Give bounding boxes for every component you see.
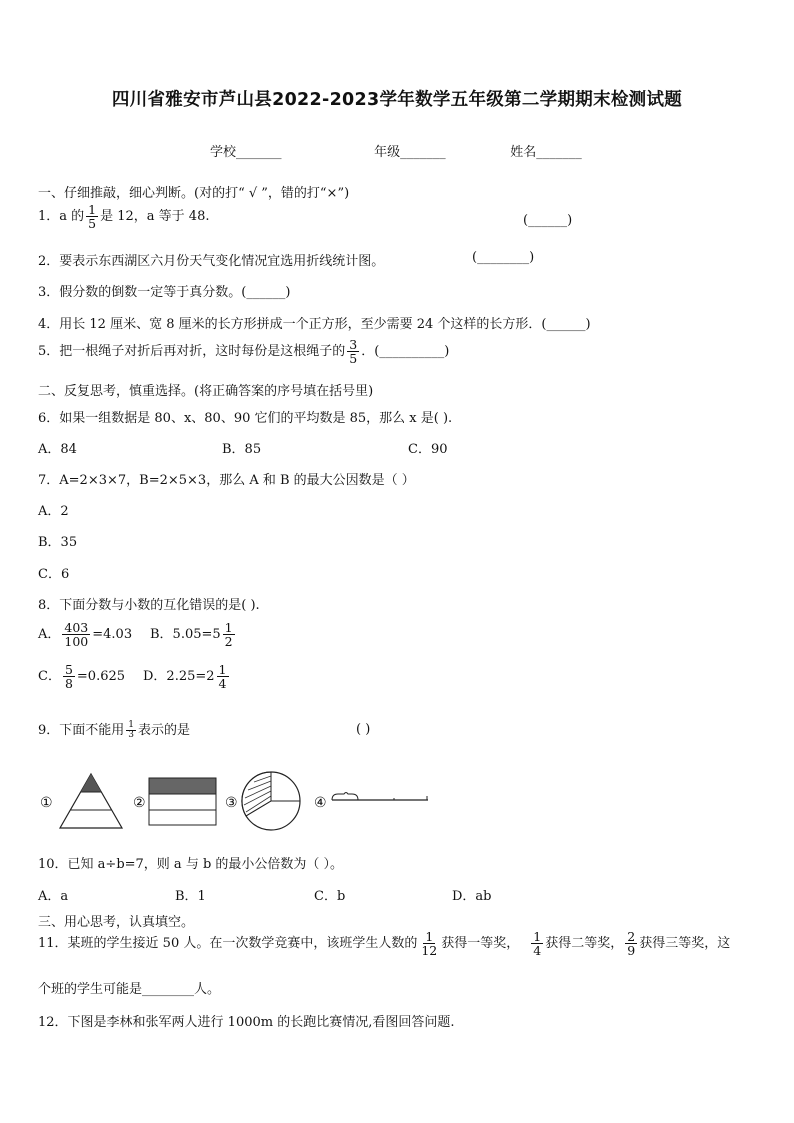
question-2: 2．要表示东西湖区六月份天气变化情况宜选用折线统计图。 bbox=[38, 254, 385, 269]
fraction bbox=[126, 721, 136, 741]
q5-text-post: ．(__________) bbox=[361, 344, 450, 360]
q11-text-post: 获得三等奖，这 bbox=[639, 936, 731, 952]
numerator: 1 bbox=[218, 662, 227, 677]
q2-answer-paren[interactable]: (________) bbox=[472, 250, 535, 265]
section-2-heading: 二、反复思考，慎重选择。(将正确答案的序号填在括号里) bbox=[38, 384, 374, 399]
question-10: 10．已知 a÷b=7，则 a 与 b 的最小公倍数为（ ）。 bbox=[38, 857, 344, 872]
question-7: 7．A=2×3×7，B=2×5×3，那么 A 和 B 的最大公因数是（ ） bbox=[38, 473, 415, 488]
numerator: 1 bbox=[425, 929, 434, 944]
name-field[interactable]: 姓名_______ bbox=[510, 145, 582, 160]
q9-label-2: ② bbox=[133, 795, 146, 811]
q7-option-a[interactable]: A．2 bbox=[38, 504, 69, 519]
fraction bbox=[531, 930, 543, 957]
fraction bbox=[347, 338, 359, 365]
numerator: 1 bbox=[224, 620, 233, 635]
numerator: 2 bbox=[627, 929, 636, 944]
denominator: 12 bbox=[421, 943, 438, 959]
q1-text-post: 是 12，a 等于 48. bbox=[100, 209, 210, 225]
denominator: 5 bbox=[349, 351, 358, 367]
fraction bbox=[419, 930, 439, 957]
fraction bbox=[63, 663, 75, 690]
denominator: 4 bbox=[218, 676, 227, 692]
q8-option-a[interactable] bbox=[38, 621, 132, 648]
q11-text-pre: 11．某班的学生接近 50 人。在一次数学竞赛中，该班学生人数的 bbox=[38, 936, 418, 952]
question-1 bbox=[38, 203, 209, 230]
option-label: A． bbox=[38, 627, 61, 643]
q1-text-pre: 1．a 的 bbox=[38, 209, 85, 225]
numerator: 3 bbox=[349, 337, 358, 352]
student-info bbox=[210, 141, 582, 160]
denominator: 4 bbox=[533, 943, 542, 959]
circle-figure bbox=[240, 770, 302, 832]
question-6: 6．如果一组数据是 80、x、80、90 它们的平均数是 85，那么 x 是( ). bbox=[38, 411, 453, 426]
q10-option-d[interactable]: D．ab bbox=[452, 889, 492, 904]
option-text: =0.625 bbox=[76, 669, 126, 685]
q9-text-pre: 9．下面不能用 bbox=[38, 723, 125, 738]
q5-text-pre: 5．把一根绳子对折后再对折，这时每份是这根绳子的 bbox=[38, 344, 346, 360]
q6-option-c[interactable]: C．90 bbox=[408, 442, 448, 457]
q11-text-mid: 获得一等奖， bbox=[441, 936, 520, 952]
fraction bbox=[62, 621, 90, 648]
fraction bbox=[217, 663, 229, 690]
q7-option-b[interactable]: B．35 bbox=[38, 535, 78, 550]
denominator: 3 bbox=[128, 730, 135, 740]
fraction bbox=[86, 203, 98, 230]
question-3: 3．假分数的倒数一定等于真分数。(______) bbox=[38, 285, 291, 300]
option-label: C． bbox=[38, 669, 61, 685]
q9-label-1: ① bbox=[40, 795, 53, 811]
q8-option-b[interactable] bbox=[150, 621, 237, 648]
option-text: =4.03 bbox=[92, 627, 133, 643]
q6-option-b[interactable]: B．85 bbox=[222, 442, 262, 457]
question-8: 8．下面分数与小数的互化错误的是( ). bbox=[38, 598, 260, 613]
denominator: 8 bbox=[64, 676, 73, 692]
option-text: B．5.05=5 bbox=[150, 627, 221, 643]
page-title: 四川省雅安市芦山县2022-2023学年数学五年级第二学期期末检测试题 bbox=[111, 90, 683, 110]
question-11-line-2: 个班的学生可能是________人。 bbox=[38, 982, 221, 997]
q10-option-a[interactable]: A．a bbox=[38, 889, 69, 904]
q9-label-4: ④ bbox=[314, 795, 327, 811]
q9-label-3: ③ bbox=[225, 795, 238, 811]
grade-field[interactable]: 年级_______ bbox=[374, 145, 446, 160]
segment-figure bbox=[330, 790, 430, 806]
q9-answer-paren[interactable]: ( ) bbox=[356, 722, 371, 737]
numerator: 1 bbox=[533, 929, 542, 944]
option-text: D．2.25=2 bbox=[143, 669, 215, 685]
denominator: 5 bbox=[88, 216, 97, 232]
rectangle-figure bbox=[148, 777, 218, 827]
numerator: 5 bbox=[64, 662, 73, 677]
denominator: 9 bbox=[627, 943, 636, 959]
section-3-heading: 三、用心思考，认真填空。 bbox=[38, 915, 195, 930]
numerator: 403 bbox=[64, 620, 89, 635]
numerator: 1 bbox=[88, 202, 97, 217]
question-12: 12．下图是李林和张军两人进行 1000m 的长跑比赛情况,看图回答问题. bbox=[38, 1015, 455, 1030]
q8-option-d[interactable] bbox=[143, 663, 231, 690]
school-field[interactable]: 学校_______ bbox=[210, 145, 282, 160]
q7-option-c[interactable]: C．6 bbox=[38, 567, 70, 582]
q11-text-mid: 获得二等奖， bbox=[545, 936, 624, 952]
question-11 bbox=[38, 930, 730, 957]
q10-option-c[interactable]: C．b bbox=[314, 889, 346, 904]
denominator: 100 bbox=[64, 634, 89, 650]
question-5 bbox=[38, 338, 449, 365]
denominator: 2 bbox=[224, 634, 233, 650]
fraction bbox=[223, 621, 235, 648]
q9-text-post: 表示的是 bbox=[138, 723, 191, 738]
q8-option-c[interactable] bbox=[38, 663, 125, 690]
question-9 bbox=[38, 719, 190, 740]
q6-option-a[interactable]: A．84 bbox=[38, 442, 77, 457]
section-1-heading: 一、仔细推敲，细心判断。(对的打“ √ ”，错的打“×”) bbox=[38, 186, 350, 201]
question-4: 4．用长 12 厘米、宽 8 厘米的长方形拼成一个正方形，至少需要 24 个这样的长方形．(______) bbox=[38, 317, 591, 332]
q1-answer-paren[interactable]: (______) bbox=[523, 213, 573, 228]
numerator: 1 bbox=[128, 719, 135, 730]
fraction bbox=[625, 930, 637, 957]
triangle-figure bbox=[58, 772, 124, 830]
q10-option-b[interactable]: B．1 bbox=[175, 889, 206, 904]
